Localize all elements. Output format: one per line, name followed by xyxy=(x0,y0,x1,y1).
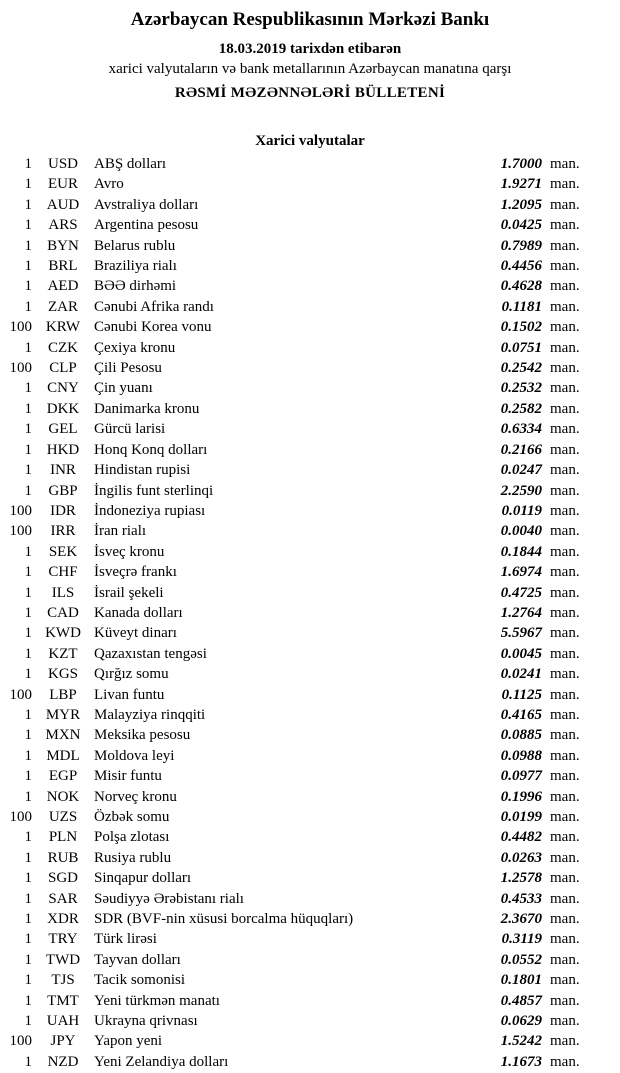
effective-date: 18.03.2019 tarixdən etibarən xyxy=(218,41,402,57)
currency-name: BƏƏ dirhəmi xyxy=(94,278,177,295)
quantity: 1 xyxy=(24,237,32,254)
currency-name: Çexiya kronu xyxy=(94,339,176,356)
unit-label: man. xyxy=(550,625,580,642)
currency-code: SGD xyxy=(47,870,78,887)
exchange-rate: 0.1996 xyxy=(500,788,542,805)
table-row xyxy=(0,766,620,786)
quantity: 1 xyxy=(24,258,32,275)
unit-label: man. xyxy=(550,686,580,703)
currency-code: IDR xyxy=(50,502,76,519)
table-row xyxy=(0,583,620,603)
exchange-rate: 0.2166 xyxy=(500,441,542,458)
currency-code: RUB xyxy=(47,849,79,866)
quantity: 1 xyxy=(24,400,32,417)
table-row xyxy=(0,256,620,276)
currency-name: İndoneziya rupiası xyxy=(94,502,206,519)
exchange-rates-table xyxy=(0,154,620,1072)
table-row xyxy=(0,562,620,582)
unit-label: man. xyxy=(550,706,580,723)
unit-label: man. xyxy=(550,298,580,315)
exchange-rate: 0.0751 xyxy=(500,339,542,356)
exchange-rate: 1.5242 xyxy=(500,1033,542,1050)
quantity: 1 xyxy=(24,564,32,581)
exchange-rate: 0.4628 xyxy=(500,278,542,295)
table-row xyxy=(0,1011,620,1031)
exchange-rate: 0.0040 xyxy=(500,523,542,540)
table-row xyxy=(0,929,620,949)
unit-label: man. xyxy=(550,319,580,336)
exchange-rate: 2.2590 xyxy=(500,482,542,499)
quantity: 1 xyxy=(24,992,32,1009)
unit-label: man. xyxy=(550,809,580,825)
currency-code: TRY xyxy=(48,931,78,948)
unit-label: man. xyxy=(550,870,580,887)
currency-code: EGP xyxy=(48,768,78,785)
exchange-rate: 0.4857 xyxy=(500,992,542,1009)
unit-label: man. xyxy=(550,747,580,764)
currency-name: Yeni türkmən manatı xyxy=(94,992,220,1009)
unit-label: man. xyxy=(550,951,580,968)
currency-code: ILS xyxy=(51,584,75,601)
bulletin-title: RƏSMİ MƏZƏNNƏLƏRİ BÜLLETENİ xyxy=(174,85,446,101)
quantity: 1 xyxy=(24,176,32,193)
quantity: 100 xyxy=(9,502,32,519)
unit-label: man. xyxy=(550,645,580,662)
currency-code: INR xyxy=(50,462,76,479)
currency-name: Hindistan rupisi xyxy=(94,462,191,479)
currency-name: Danimarka kronu xyxy=(94,400,200,417)
currency-code: MXN xyxy=(45,727,81,744)
exchange-rate: 0.0988 xyxy=(500,747,542,764)
quantity: 1 xyxy=(24,380,32,397)
quantity: 100 xyxy=(9,809,32,825)
unit-label: man. xyxy=(550,156,580,172)
unit-label: man. xyxy=(550,768,580,785)
table-row xyxy=(0,644,620,664)
currency-code: SAR xyxy=(48,890,78,907)
currency-code: KZT xyxy=(48,645,78,662)
unit-label: man. xyxy=(550,400,580,417)
quantity: 1 xyxy=(24,278,32,295)
table-row xyxy=(0,419,620,439)
currency-code: KWD xyxy=(45,625,81,642)
currency-code: EUR xyxy=(48,176,78,193)
exchange-rate: 0.4482 xyxy=(500,829,542,846)
currency-name: Çin yuanı xyxy=(94,380,153,397)
quantity: 1 xyxy=(24,298,32,315)
currency-code: TJS xyxy=(51,972,75,989)
currency-name: İngilis funt sterlinqi xyxy=(94,482,214,499)
currency-code: UZS xyxy=(48,809,78,825)
quantity: 1 xyxy=(24,911,32,928)
quantity: 1 xyxy=(24,584,32,601)
unit-label: man. xyxy=(550,482,580,499)
unit-label: man. xyxy=(550,380,580,397)
table-row xyxy=(0,848,620,868)
exchange-rate: 0.2542 xyxy=(500,360,542,377)
quantity: 1 xyxy=(24,441,32,458)
currency-code: HKD xyxy=(46,441,80,458)
unit-label: man. xyxy=(550,360,580,377)
exchange-rate: 0.4725 xyxy=(500,584,542,601)
unit-label: man. xyxy=(550,992,580,1009)
exchange-rate: 0.1502 xyxy=(500,319,542,336)
exchange-rate: 0.1801 xyxy=(500,972,542,989)
currency-code: PLN xyxy=(48,829,78,846)
exchange-rate: 5.5967 xyxy=(500,625,542,642)
currency-code: CAD xyxy=(47,604,79,621)
quantity: 1 xyxy=(24,849,32,866)
unit-label: man. xyxy=(550,911,580,928)
quantity: 1 xyxy=(24,788,32,805)
exchange-rate: 0.0199 xyxy=(500,809,542,825)
quantity: 1 xyxy=(24,951,32,968)
quantity: 1 xyxy=(24,972,32,989)
unit-label: man. xyxy=(550,972,580,989)
currency-name: Avro xyxy=(94,176,124,193)
quantity: 1 xyxy=(24,604,32,621)
currency-name: Avstraliya dolları xyxy=(94,196,199,213)
table-row xyxy=(0,195,620,215)
table-row xyxy=(0,807,620,827)
unit-label: man. xyxy=(550,1013,580,1030)
table-row xyxy=(0,338,620,358)
currency-name: ABŞ dolları xyxy=(94,156,167,172)
currency-name: Malayziya rinqqiti xyxy=(94,706,206,723)
exchange-rate: 1.9271 xyxy=(500,176,542,193)
currency-code: SEK xyxy=(48,543,78,560)
table-row xyxy=(0,725,620,745)
unit-label: man. xyxy=(550,604,580,621)
currency-code: NZD xyxy=(47,1053,79,1070)
table-row xyxy=(0,399,620,419)
unit-label: man. xyxy=(550,502,580,519)
currency-code: JPY xyxy=(50,1033,76,1050)
exchange-rate: 0.0885 xyxy=(500,727,542,744)
table-row xyxy=(0,889,620,909)
table-row xyxy=(0,154,620,174)
currency-code: CNY xyxy=(47,380,79,397)
section-title: Xarici valyutalar xyxy=(255,133,365,149)
currency-name: Cənubi Afrika randı xyxy=(94,298,214,315)
unit-label: man. xyxy=(550,1033,580,1050)
currency-code: MYR xyxy=(45,706,81,723)
currency-name: Yeni Zelandiya dolları xyxy=(94,1053,229,1070)
currency-name: Ukrayna qrivnası xyxy=(94,1013,198,1030)
unit-label: man. xyxy=(550,441,580,458)
quantity: 1 xyxy=(24,543,32,560)
exchange-rate: 0.0425 xyxy=(500,217,542,234)
currency-code: CHF xyxy=(48,564,78,581)
currency-code: KGS xyxy=(47,666,78,683)
currency-code: UAH xyxy=(46,1013,80,1030)
table-row xyxy=(0,440,620,460)
quantity: 1 xyxy=(24,217,32,234)
currency-code: KRW xyxy=(45,319,81,336)
bulletin-header xyxy=(0,0,620,103)
quantity: 1 xyxy=(24,462,32,479)
table-row xyxy=(0,685,620,705)
unit-label: man. xyxy=(550,217,580,234)
table-row xyxy=(0,317,620,337)
exchange-rate: 0.4165 xyxy=(500,706,542,723)
currency-code: NOK xyxy=(46,788,80,805)
currency-name: Honq Konq dolları xyxy=(94,441,208,458)
unit-label: man. xyxy=(550,196,580,213)
unit-label: man. xyxy=(550,1053,580,1070)
unit-label: man. xyxy=(550,829,580,846)
currency-name: İran rialı xyxy=(94,523,147,540)
currency-name: Çili Pesosu xyxy=(94,360,162,377)
exchange-rate: 0.4456 xyxy=(500,258,542,275)
quantity: 1 xyxy=(24,890,32,907)
table-row xyxy=(0,174,620,194)
exchange-rate: 0.6334 xyxy=(500,421,542,438)
table-row xyxy=(0,623,620,643)
currency-code: USD xyxy=(47,156,78,172)
unit-label: man. xyxy=(550,543,580,560)
quantity: 1 xyxy=(24,829,32,846)
currency-name: SDR (BVF-nin xüsusi borcalma hüquqları) xyxy=(94,911,354,928)
quantity: 100 xyxy=(9,360,32,377)
quantity: 1 xyxy=(24,625,32,642)
currency-code: GBP xyxy=(48,482,78,499)
exchange-rate: 0.0045 xyxy=(500,645,542,662)
currency-name: Sinqapur dolları xyxy=(94,870,192,887)
table-row xyxy=(0,970,620,990)
table-row xyxy=(0,664,620,684)
currency-name: Tacik somonisi xyxy=(94,972,186,989)
table-row xyxy=(0,358,620,378)
quantity: 1 xyxy=(24,768,32,785)
unit-label: man. xyxy=(550,421,580,438)
currency-code: BRL xyxy=(48,258,78,275)
exchange-rate: 0.0552 xyxy=(500,951,542,968)
currency-code: XDR xyxy=(47,911,79,928)
quantity: 100 xyxy=(9,523,32,540)
currency-name: Braziliya rialı xyxy=(94,258,177,275)
quantity: 1 xyxy=(24,666,32,683)
currency-code: IRR xyxy=(50,523,76,540)
exchange-rate: 1.6974 xyxy=(500,564,542,581)
exchange-rate: 1.2095 xyxy=(500,196,542,213)
currency-code: ZAR xyxy=(48,298,78,315)
currency-name: Rusiya rublu xyxy=(94,849,172,866)
quantity: 1 xyxy=(24,421,32,438)
bank-title: Azərbaycan Respublikasının Mərkəzi Bankı xyxy=(130,9,490,30)
exchange-rate: 1.2764 xyxy=(500,604,542,621)
table-row xyxy=(0,542,620,562)
unit-label: man. xyxy=(550,890,580,907)
currency-name: İsveçrə frankı xyxy=(94,564,177,581)
currency-code: DKK xyxy=(46,400,80,417)
quantity: 1 xyxy=(24,482,32,499)
exchange-rate: 0.3119 xyxy=(501,931,542,948)
currency-code: GEL xyxy=(48,421,78,438)
table-row xyxy=(0,215,620,235)
table-row xyxy=(0,1031,620,1051)
quantity: 1 xyxy=(24,1013,32,1030)
exchange-rate: 0.0263 xyxy=(500,849,542,866)
table-row xyxy=(0,378,620,398)
quantity: 1 xyxy=(24,747,32,764)
quantity: 100 xyxy=(9,1033,32,1050)
currency-name: Özbək somu xyxy=(94,809,170,825)
unit-label: man. xyxy=(550,584,580,601)
exchange-rate: 0.1125 xyxy=(501,686,542,703)
table-row xyxy=(0,276,620,296)
currency-name: Kanada dolları xyxy=(94,604,183,621)
exchange-rate: 1.7000 xyxy=(500,156,542,172)
currency-name: Norveç kronu xyxy=(94,788,177,805)
currency-code: CLP xyxy=(49,360,77,377)
table-row xyxy=(0,236,620,256)
currency-name: Polşa zlotası xyxy=(94,829,170,846)
table-row xyxy=(0,991,620,1011)
currency-name: İsrail şekeli xyxy=(94,584,164,601)
bulletin-subtitle: xarici valyutaların və bank metallarının Azərbaycan manatına qarşı xyxy=(108,61,512,77)
currency-name: Səudiyyə Ərəbistanı rialı xyxy=(94,890,244,907)
currency-code: MDL xyxy=(46,747,80,764)
quantity: 1 xyxy=(24,727,32,744)
currency-code: ARS xyxy=(48,217,78,234)
currency-name: Tayvan dolları xyxy=(94,951,181,968)
quantity: 100 xyxy=(9,686,32,703)
unit-label: man. xyxy=(550,258,580,275)
currency-code: TMT xyxy=(47,992,79,1009)
quantity: 1 xyxy=(24,931,32,948)
currency-code: AUD xyxy=(46,196,80,213)
currency-name: Cənubi Korea vonu xyxy=(94,319,212,336)
unit-label: man. xyxy=(550,931,580,948)
exchange-rate: 1.1673 xyxy=(500,1053,542,1070)
quantity: 1 xyxy=(24,339,32,356)
quantity: 1 xyxy=(24,156,32,172)
exchange-rate: 0.4533 xyxy=(500,890,542,907)
exchange-rate: 1.2578 xyxy=(500,870,542,887)
currency-name: Belarus rublu xyxy=(94,237,176,254)
quantity: 1 xyxy=(24,196,32,213)
table-row xyxy=(0,521,620,541)
table-row xyxy=(0,705,620,725)
quantity: 1 xyxy=(24,870,32,887)
unit-label: man. xyxy=(550,849,580,866)
currency-name: Qırğız somu xyxy=(94,666,169,683)
table-row xyxy=(0,909,620,929)
table-row xyxy=(0,746,620,766)
table-row xyxy=(0,827,620,847)
currency-name: İsveç kronu xyxy=(94,543,165,560)
exchange-rate: 0.1844 xyxy=(500,543,542,560)
exchange-rate: 0.7989 xyxy=(500,237,542,254)
unit-label: man. xyxy=(550,523,580,540)
unit-label: man. xyxy=(550,237,580,254)
exchange-rate: 2.3670 xyxy=(500,911,542,928)
currency-name: Türk lirəsi xyxy=(94,931,157,948)
currency-name: Argentina pesosu xyxy=(94,217,199,234)
exchange-rate: 0.0241 xyxy=(500,666,542,683)
exchange-rate: 0.1181 xyxy=(501,298,542,315)
exchange-rate: 0.0629 xyxy=(500,1013,542,1030)
currency-code: BYN xyxy=(47,237,79,254)
currency-name: Moldova leyi xyxy=(94,747,175,764)
currency-name: Qazaxıstan tengəsi xyxy=(94,645,207,662)
table-row xyxy=(0,297,620,317)
currency-code: AED xyxy=(47,278,79,295)
currency-name: Misir funtu xyxy=(94,768,162,785)
table-row xyxy=(0,950,620,970)
table-row xyxy=(0,603,620,623)
quantity: 1 xyxy=(24,1053,32,1070)
unit-label: man. xyxy=(550,176,580,193)
table-row xyxy=(0,501,620,521)
currency-code: CZK xyxy=(48,339,78,356)
table-row xyxy=(0,1052,620,1072)
currency-code: LBP xyxy=(49,686,77,703)
unit-label: man. xyxy=(550,339,580,356)
unit-label: man. xyxy=(550,788,580,805)
table-row xyxy=(0,787,620,807)
unit-label: man. xyxy=(550,278,580,295)
currency-code: TWD xyxy=(45,951,81,968)
currency-name: Livan funtu xyxy=(94,686,165,703)
unit-label: man. xyxy=(550,666,580,683)
exchange-rate: 0.0119 xyxy=(501,502,542,519)
quantity: 100 xyxy=(9,319,32,336)
unit-label: man. xyxy=(550,462,580,479)
currency-name: Küveyt dinarı xyxy=(94,625,177,642)
exchange-rate: 0.0247 xyxy=(500,462,542,479)
table-row xyxy=(0,460,620,480)
quantity: 1 xyxy=(24,645,32,662)
exchange-rate: 0.2532 xyxy=(500,380,542,397)
currency-name: Gürcü larisi xyxy=(94,421,166,438)
unit-label: man. xyxy=(550,564,580,581)
quantity: 1 xyxy=(24,706,32,723)
table-row xyxy=(0,868,620,888)
currency-name: Meksika pesosu xyxy=(94,727,191,744)
exchange-rate: 0.2582 xyxy=(500,400,542,417)
currency-name: Yapon yeni xyxy=(94,1033,163,1050)
table-row xyxy=(0,481,620,501)
unit-label: man. xyxy=(550,727,580,744)
exchange-rate: 0.0977 xyxy=(500,768,542,785)
